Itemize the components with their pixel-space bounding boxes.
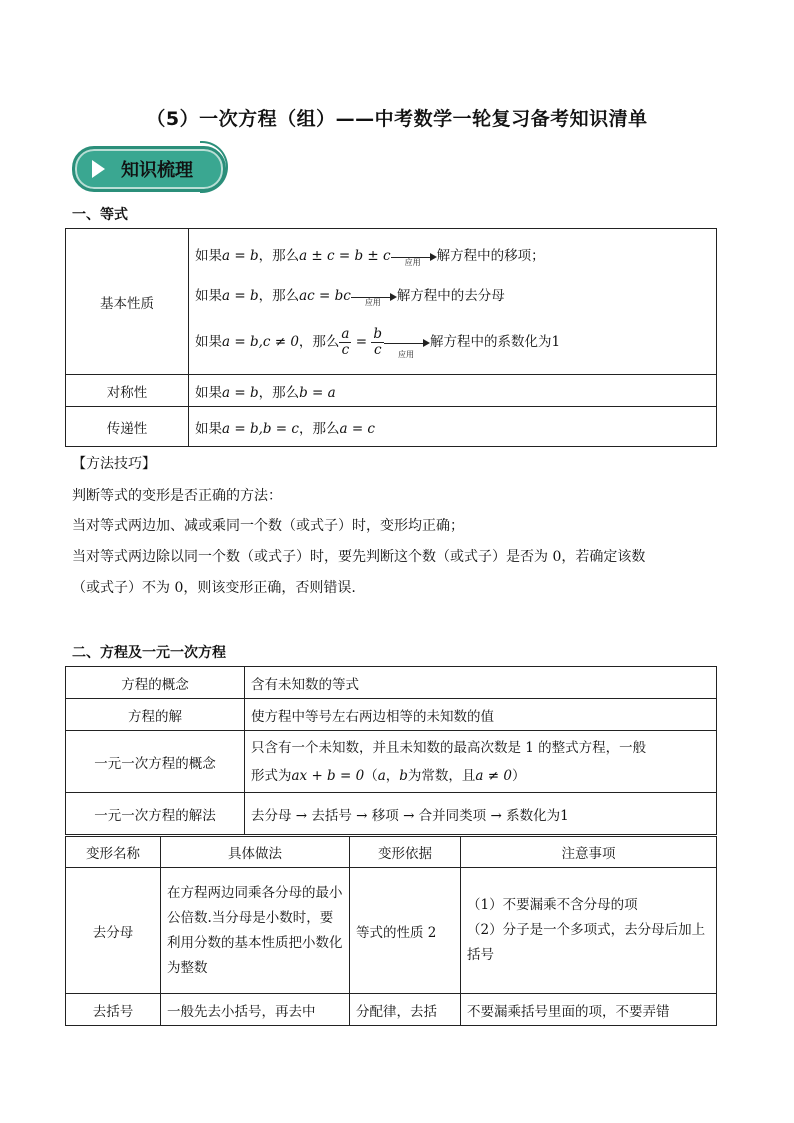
transform-name-remove-brackets: 去括号: [66, 994, 161, 1026]
header-transform-name: 变形名称: [66, 837, 161, 868]
method-clear-denominator: 在方程两边同乘各分母的最小公倍数.当分母是小数时，要利用分数的基本性质把小数化为整数: [161, 868, 350, 994]
header-method: 具体做法: [161, 837, 350, 868]
apply-arrow-icon: 应用: [384, 335, 430, 349]
section2-heading: 二、方程及一元一次方程: [72, 645, 226, 661]
basis-clear-denominator: 等式的性质 2: [350, 868, 461, 994]
transitivity-cell: 如果a = b,b = c，那么a = c: [189, 407, 717, 447]
badge-label: 知识梳理: [121, 160, 193, 181]
property-line-2: 如果a = b，那么ac = bc 应用 解方程中的去分母: [195, 287, 505, 307]
linear-concept-value: 只含有一个未知数，并且未知数的最高次数是 1 的整式方程，一般 形式为ax + b = 0（a，b为常数，且a ≠ 0）: [245, 731, 717, 793]
notes-remove-brackets: 不要漏乘括号里面的项，不要弄错: [461, 994, 717, 1026]
method-paragraph-1: 判断等式的变形是否正确的方法：: [72, 488, 282, 504]
equation-properties-table: [65, 228, 717, 447]
linear-solve-steps: 去分母 → 去括号 → 移项 → 合并同类项 → 系数化为1: [245, 793, 717, 835]
row-name-concept: 方程的概念: [66, 667, 245, 699]
symmetry-cell: 如果a = b，那么b = a: [189, 375, 717, 407]
row-name-symmetry: 对称性: [66, 375, 189, 407]
row-name-linear-solve: 一元一次方程的解法: [66, 793, 245, 835]
property-line-1: 如果a = b，那么a ± c = b ± c 应用 解方程中的移项；: [195, 247, 545, 267]
solution-value: 使方程中等号左右两边相等的未知数的值: [245, 699, 717, 731]
page-title: （5）一次方程（组）——中考数学一轮复习备考知识清单: [146, 108, 648, 130]
method-remove-brackets: 一般先去小括号，再去中: [161, 994, 350, 1026]
header-notes: 注意事项: [461, 837, 717, 868]
fraction-a-over-c: $\frac{a}{c}$: [341, 325, 350, 358]
method-paragraph-3-cont: （或式子）不为 0，则该变形正确，否则错误.: [72, 580, 356, 596]
header-basis: 变形依据: [350, 837, 461, 868]
row-name-solution: 方程的解: [66, 699, 245, 731]
method-paragraph-3: 当对等式两边除以同一个数（或式子）时，要先判断这个数（或式子）是否为 0，若确定该数: [72, 549, 646, 565]
transformation-table: [65, 836, 717, 1026]
notes-clear-denominator: （1）不要漏乘不含分母的项 （2）分子是一个多项式，去分母后加上括号: [461, 868, 717, 994]
play-icon: [92, 160, 105, 178]
linear-equation-table: [65, 666, 717, 835]
apply-arrow-icon: 应用: [351, 289, 397, 303]
section-badge: [72, 146, 226, 192]
row-name-transitivity: 传递性: [66, 407, 189, 447]
apply-arrow-icon: 应用: [391, 249, 437, 263]
basis-remove-brackets: 分配律，去括: [350, 994, 461, 1026]
method-paragraph-2: 当对等式两边加、减或乘同一个数（或式子）时，变形均正确；: [72, 518, 464, 534]
transform-name-clear-denominator: 去分母: [66, 868, 161, 994]
method-heading: 【方法技巧】: [72, 456, 156, 472]
basic-properties-cell: [189, 229, 717, 375]
fraction-b-over-c: $\frac{b}{c}$: [373, 325, 383, 358]
property-line-3: 如果a = b,c ≠ 0，那么 $\frac{a}{c}$ = $\frac{b}{c}$ 应用 解方程中的系数化为1: [195, 325, 561, 359]
row-name-basic: 基本性质: [66, 229, 189, 375]
section1-heading: 一、等式: [72, 207, 128, 223]
concept-value: 含有未知数的等式: [245, 667, 717, 699]
row-name-linear-concept: 一元一次方程的概念: [66, 731, 245, 793]
